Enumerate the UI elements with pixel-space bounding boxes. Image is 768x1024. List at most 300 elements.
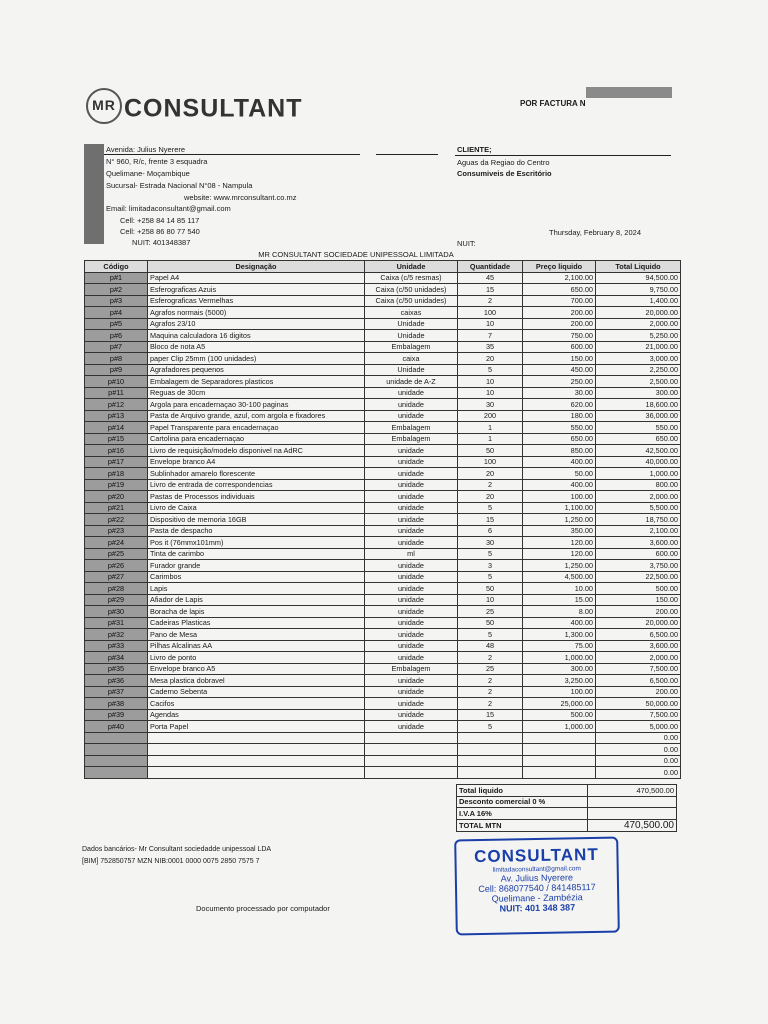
table-row: [85, 502, 681, 514]
cell-code: p#39: [85, 709, 148, 721]
cell-price: 650.00: [523, 284, 596, 296]
cell-price: [523, 755, 596, 767]
cell-unit: unidade de A-Z: [365, 376, 458, 388]
cell-code: p#16: [85, 445, 148, 457]
cell-quantity: 5: [458, 721, 523, 733]
cell-quantity: 50: [458, 583, 523, 595]
divider: [455, 155, 671, 156]
cell-code: p#5: [85, 318, 148, 330]
cell-price: 100.00: [523, 491, 596, 503]
stamp-cell: Cell: 868077540 / 841485117: [478, 881, 596, 895]
cell-designation: Reguas de 30cm: [148, 387, 365, 399]
cell-unit: Embalagem: [365, 341, 458, 353]
stamp-nuit: NUIT: 401 348 387: [499, 902, 576, 914]
discount-value: [588, 796, 677, 808]
cell-code: p#13: [85, 410, 148, 422]
cell-total: 550.00: [596, 422, 681, 434]
items-table: [84, 260, 681, 779]
cell-unit: Embalagem: [365, 422, 458, 434]
cell-designation: Sublinhador amarelo florescente: [148, 468, 365, 480]
grand-total-label: TOTAL MTN: [457, 819, 588, 831]
cell-quantity: 10: [458, 318, 523, 330]
cell-code: p#37: [85, 686, 148, 698]
cell-unit: unidade: [365, 387, 458, 399]
cell-quantity: 35: [458, 341, 523, 353]
client-description: Consumiveis de Escritório: [457, 169, 552, 178]
col-header-total: Total Liquido: [596, 261, 681, 273]
cell-total: 5,500.00: [596, 502, 681, 514]
cell-unit: Unidade: [365, 364, 458, 376]
company-cell-2: Cell: +258 86 80 77 540: [120, 227, 200, 236]
cell-unit: unidade: [365, 640, 458, 652]
cell-total: 7,500.00: [596, 663, 681, 675]
cell-code: p#36: [85, 675, 148, 687]
cell-price: 750.00: [523, 330, 596, 342]
cell-code: p#34: [85, 652, 148, 664]
cell-code: p#20: [85, 491, 148, 503]
cell-quantity: 7: [458, 330, 523, 342]
cell-unit: Caixa (c/50 unidades): [365, 284, 458, 296]
company-city: Quelimane- Moçambique: [106, 169, 190, 178]
stamp-address: Av. Julius Nyerere: [500, 872, 574, 884]
cell-price: 250.00: [523, 376, 596, 388]
cell-code: [85, 732, 148, 744]
cell-unit: unidade: [365, 525, 458, 537]
cell-designation: Lapis: [148, 583, 365, 595]
cell-total: 42,500.00: [596, 445, 681, 457]
table-row: [85, 606, 681, 618]
cell-unit: unidade: [365, 399, 458, 411]
cell-unit: unidade: [365, 491, 458, 503]
cell-price: 1,000.00: [523, 652, 596, 664]
cell-unit: [365, 767, 458, 779]
table-row: [85, 698, 681, 710]
cell-quantity: 30: [458, 399, 523, 411]
cell-code: p#3: [85, 295, 148, 307]
table-row: [85, 652, 681, 664]
table-row: [85, 399, 681, 411]
por-factura-label: POR FACTURA N: [520, 99, 586, 108]
total-value: 470,500.00: [588, 785, 677, 797]
cell-unit: unidade: [365, 617, 458, 629]
cell-unit: unidade: [365, 698, 458, 710]
cell-code: p#15: [85, 433, 148, 445]
logo-text: CONSULTANT: [124, 94, 303, 123]
cell-total: 6,500.00: [596, 629, 681, 641]
table-row: [85, 514, 681, 526]
cell-code: p#29: [85, 594, 148, 606]
cell-code: p#38: [85, 698, 148, 710]
footer-note: Documento processado por computador: [196, 904, 330, 913]
cell-total: 20,000.00: [596, 307, 681, 319]
cell-price: 30.00: [523, 387, 596, 399]
cell-unit: unidade: [365, 571, 458, 583]
cell-price: 8.00: [523, 606, 596, 618]
cell-total: 18,600.00: [596, 399, 681, 411]
cell-total: 21,000.00: [596, 341, 681, 353]
cell-code: p#25: [85, 548, 148, 560]
cell-code: p#32: [85, 629, 148, 641]
cell-designation: Bloco de nota A5: [148, 341, 365, 353]
cell-unit: [365, 755, 458, 767]
cell-quantity: 5: [458, 629, 523, 641]
table-row: [85, 272, 681, 284]
company-website[interactable]: website: www.mrconsultant.co.mz: [184, 193, 297, 202]
cell-quantity: 1: [458, 433, 523, 445]
cell-designation: Envelope branco A5: [148, 663, 365, 675]
cell-total: 0.00: [596, 744, 681, 756]
cell-price: 600.00: [523, 341, 596, 353]
cell-unit: unidade: [365, 410, 458, 422]
table-row: [85, 548, 681, 560]
col-header-price: Preço liquido: [523, 261, 596, 273]
divider: [104, 154, 360, 155]
grand-total-row: [457, 819, 677, 831]
table-row: [85, 433, 681, 445]
cell-quantity: 3: [458, 560, 523, 572]
table-row: [85, 663, 681, 675]
table-row: [85, 560, 681, 572]
cell-quantity: 25: [458, 663, 523, 675]
divider: [376, 154, 438, 155]
cell-designation: Pos it (76mmx101mm): [148, 537, 365, 549]
cell-quantity: 2: [458, 652, 523, 664]
cell-price: 180.00: [523, 410, 596, 422]
cell-unit: unidade: [365, 514, 458, 526]
cell-unit: unidade: [365, 583, 458, 595]
cell-total: 800.00: [596, 479, 681, 491]
cell-designation: Cacifos: [148, 698, 365, 710]
cell-code: [85, 755, 148, 767]
cell-unit: Unidade: [365, 318, 458, 330]
cell-total: 2,250.00: [596, 364, 681, 376]
cell-total: 0.00: [596, 755, 681, 767]
cell-code: p#17: [85, 456, 148, 468]
cell-designation: Cartolina para encadernaçao: [148, 433, 365, 445]
table-row: [85, 755, 681, 767]
cell-unit: unidade: [365, 721, 458, 733]
cell-price: 15.00: [523, 594, 596, 606]
cell-designation: Tinta de carimbo: [148, 548, 365, 560]
cell-quantity: 50: [458, 617, 523, 629]
cell-designation: Livro de requisição/modelo disponivel na AdRC: [148, 445, 365, 457]
cell-unit: unidade: [365, 629, 458, 641]
cell-code: p#24: [85, 537, 148, 549]
cell-price: 50.00: [523, 468, 596, 480]
cell-price: 300.00: [523, 663, 596, 675]
cell-total: 6,500.00: [596, 675, 681, 687]
cell-quantity: 200: [458, 410, 523, 422]
cell-total: 1,000.00: [596, 468, 681, 480]
cell-price: 1,000.00: [523, 721, 596, 733]
cell-designation: Esferograficas Azuis: [148, 284, 365, 296]
stamp-title: CONSULTANT: [474, 844, 599, 867]
cell-total: 150.00: [596, 594, 681, 606]
client-name: Aguas da Regiao do Centro: [457, 158, 550, 167]
table-row: [85, 617, 681, 629]
cell-quantity: [458, 732, 523, 744]
cell-designation: Pano de Mesa: [148, 629, 365, 641]
company-nuit: NUIT: 401348387: [132, 238, 191, 247]
cell-unit: unidade: [365, 560, 458, 572]
cell-designation: Esferograficas Vermelhas: [148, 295, 365, 307]
table-row: [85, 629, 681, 641]
table-row: [85, 640, 681, 652]
cell-code: p#33: [85, 640, 148, 652]
cell-quantity: 6: [458, 525, 523, 537]
cell-price: 75.00: [523, 640, 596, 652]
cell-unit: [365, 744, 458, 756]
cell-quantity: 2: [458, 686, 523, 698]
cell-total: 94,500.00: [596, 272, 681, 284]
cell-total: 50,000.00: [596, 698, 681, 710]
cell-code: p#21: [85, 502, 148, 514]
bank-details-line-1: Dados bancários- Mr Consultant sociedadde unipessoal LDA: [82, 846, 272, 853]
table-row: [85, 537, 681, 549]
cell-total: 200.00: [596, 686, 681, 698]
col-header-unit: Unidade: [365, 261, 458, 273]
cell-unit: unidade: [365, 675, 458, 687]
cell-designation: [148, 767, 365, 779]
cell-price: 200.00: [523, 318, 596, 330]
cell-quantity: 2: [458, 675, 523, 687]
cell-code: [85, 767, 148, 779]
cell-price: 550.00: [523, 422, 596, 434]
table-row: [85, 525, 681, 537]
table-row: [85, 468, 681, 480]
cell-total: 9,750.00: [596, 284, 681, 296]
cell-quantity: 10: [458, 594, 523, 606]
cell-designation: Livro de Caixa: [148, 502, 365, 514]
table-row: [85, 675, 681, 687]
cell-code: p#35: [85, 663, 148, 675]
cell-unit: unidade: [365, 594, 458, 606]
cell-total: 500.00: [596, 583, 681, 595]
cell-price: 450.00: [523, 364, 596, 376]
cell-quantity: [458, 767, 523, 779]
table-row: [85, 295, 681, 307]
grand-total-value: 470,500.00: [588, 819, 677, 831]
iva-row: [457, 808, 677, 820]
cell-code: p#4: [85, 307, 148, 319]
header-side-bar: [84, 144, 104, 244]
cell-quantity: 48: [458, 640, 523, 652]
cell-quantity: 5: [458, 548, 523, 560]
company-stamp: [454, 837, 620, 936]
invoice-date: Thursday, February 8, 2024: [549, 228, 641, 237]
total-liquido-row: [457, 785, 677, 797]
cell-designation: Carimbos: [148, 571, 365, 583]
cell-quantity: 15: [458, 514, 523, 526]
cell-quantity: 15: [458, 709, 523, 721]
cell-unit: Embalagem: [365, 663, 458, 675]
cell-quantity: 20: [458, 468, 523, 480]
cell-code: p#22: [85, 514, 148, 526]
cell-total: 0.00: [596, 767, 681, 779]
cell-unit: unidade: [365, 456, 458, 468]
company-logo: [86, 92, 303, 128]
table-row: [85, 686, 681, 698]
cell-quantity: 50: [458, 445, 523, 457]
cell-price: 150.00: [523, 353, 596, 365]
cell-total: 0.00: [596, 732, 681, 744]
cell-total: 2,500.00: [596, 376, 681, 388]
cell-code: p#18: [85, 468, 148, 480]
cell-unit: caixa: [365, 353, 458, 365]
cell-designation: Papel Transparente para encadernaçao: [148, 422, 365, 434]
cell-designation: Livro de entrada de correspondencias: [148, 479, 365, 491]
cell-designation: Pastas de Processos individuais: [148, 491, 365, 503]
cell-total: 5,000.00: [596, 721, 681, 733]
company-cell-1: Cell: +258 84 14 85 117: [120, 216, 200, 225]
stamp-city: Quelimane - Zambézia: [491, 892, 583, 904]
cell-price: 100.00: [523, 686, 596, 698]
table-row: [85, 341, 681, 353]
cell-code: p#30: [85, 606, 148, 618]
cell-code: p#31: [85, 617, 148, 629]
col-header-quantity: Quantidade: [458, 261, 523, 273]
cell-total: 20,000.00: [596, 617, 681, 629]
company-branch: Sucursal- Estrada Nacional N°08 - Nampula: [106, 181, 253, 190]
cell-quantity: 10: [458, 387, 523, 399]
cell-unit: caixas: [365, 307, 458, 319]
cell-designation: Pasta de Arquivo grande, azul, com argola e fixadores: [148, 410, 365, 422]
table-row: [85, 422, 681, 434]
cell-total: 3,000.00: [596, 353, 681, 365]
cell-total: 7,500.00: [596, 709, 681, 721]
cell-price: 1,250.00: [523, 560, 596, 572]
cell-code: p#11: [85, 387, 148, 399]
table-row: [85, 491, 681, 503]
cell-code: p#1: [85, 272, 148, 284]
cell-price: 4,500.00: [523, 571, 596, 583]
cell-quantity: 30: [458, 537, 523, 549]
cell-price: 350.00: [523, 525, 596, 537]
cell-quantity: [458, 755, 523, 767]
iva-value: [588, 808, 677, 820]
iva-label: I.V.A 16%: [457, 808, 588, 820]
cell-designation: Cadeiras Plasticas: [148, 617, 365, 629]
cell-unit: Unidade: [365, 330, 458, 342]
cell-designation: Dispositivo de memoria 16GB: [148, 514, 365, 526]
cell-total: 18,750.00: [596, 514, 681, 526]
cell-total: 3,750.00: [596, 560, 681, 572]
cell-designation: paper Clip 25mm (100 unidades): [148, 353, 365, 365]
cell-designation: Pasta de despacho: [148, 525, 365, 537]
cell-designation: Agrafos 23/10: [148, 318, 365, 330]
table-row: [85, 353, 681, 365]
col-header-code: Código: [85, 261, 148, 273]
client-label: CLIENTE;: [457, 145, 492, 154]
cell-code: p#2: [85, 284, 148, 296]
cell-designation: Agrafadores pequenos: [148, 364, 365, 376]
discount-row: [457, 796, 677, 808]
cell-designation: Afiador de Lapis: [148, 594, 365, 606]
cell-designation: Furador grande: [148, 560, 365, 572]
cell-designation: Agendas: [148, 709, 365, 721]
cell-price: 400.00: [523, 617, 596, 629]
cell-quantity: 2: [458, 479, 523, 491]
table-row: [85, 456, 681, 468]
cell-code: p#27: [85, 571, 148, 583]
table-header-row: [85, 261, 681, 273]
cell-designation: Boracha de lapis: [148, 606, 365, 618]
cell-unit: Caixa (c/50 unidades): [365, 295, 458, 307]
cell-unit: unidade: [365, 468, 458, 480]
cell-designation: Porta Papel: [148, 721, 365, 733]
company-number: N° 960, R/c, frente 3 esquadra: [106, 157, 208, 166]
cell-designation: Livro de ponto: [148, 652, 365, 664]
cell-code: p#40: [85, 721, 148, 733]
table-row: [85, 387, 681, 399]
cell-price: 1,250.00: [523, 514, 596, 526]
cell-total: 2,100.00: [596, 525, 681, 537]
cell-unit: unidade: [365, 445, 458, 457]
cell-quantity: 1: [458, 422, 523, 434]
table-row: [85, 307, 681, 319]
table-row: [85, 744, 681, 756]
cell-unit: unidade: [365, 479, 458, 491]
cell-code: p#23: [85, 525, 148, 537]
cell-total: 1,400.00: [596, 295, 681, 307]
cell-price: 10.00: [523, 583, 596, 595]
cell-unit: Embalagem: [365, 433, 458, 445]
cell-code: p#10: [85, 376, 148, 388]
cell-designation: [148, 755, 365, 767]
table-row: [85, 583, 681, 595]
cell-price: 400.00: [523, 479, 596, 491]
cell-price: 850.00: [523, 445, 596, 457]
cell-code: p#19: [85, 479, 148, 491]
cell-total: 200.00: [596, 606, 681, 618]
cell-price: 500.00: [523, 709, 596, 721]
table-row: [85, 721, 681, 733]
total-label: Total liquido: [457, 785, 588, 797]
cell-quantity: 20: [458, 353, 523, 365]
cell-designation: [148, 744, 365, 756]
cell-designation: Mesa plastica dobravel: [148, 675, 365, 687]
cell-price: 620.00: [523, 399, 596, 411]
cell-total: 5,250.00: [596, 330, 681, 342]
cell-unit: unidade: [365, 652, 458, 664]
cell-total: 3,600.00: [596, 640, 681, 652]
cell-unit: unidade: [365, 606, 458, 618]
client-nuit-label: NUIT:: [457, 239, 476, 248]
cell-price: 3,250.00: [523, 675, 596, 687]
table-row: [85, 732, 681, 744]
cell-quantity: 45: [458, 272, 523, 284]
table-row: [85, 318, 681, 330]
cell-price: 400.00: [523, 456, 596, 468]
cell-designation: Embalagem de Separadores plasticos: [148, 376, 365, 388]
company-email[interactable]: Email: limitadaconsultant@gmail.com: [106, 204, 231, 213]
cell-designation: Envelope branco A4: [148, 456, 365, 468]
cell-price: 650.00: [523, 433, 596, 445]
cell-quantity: 5: [458, 364, 523, 376]
cell-total: 300.00: [596, 387, 681, 399]
cell-designation: Papel A4: [148, 272, 365, 284]
cell-price: 1,300.00: [523, 629, 596, 641]
cell-quantity: 100: [458, 456, 523, 468]
cell-code: p#28: [85, 583, 148, 595]
cell-unit: ml: [365, 548, 458, 560]
table-row: [85, 330, 681, 342]
col-header-designation: Designação: [148, 261, 365, 273]
redacted-invoice-number: [586, 87, 672, 98]
cell-total: 3,600.00: [596, 537, 681, 549]
cell-quantity: 20: [458, 491, 523, 503]
cell-code: p#6: [85, 330, 148, 342]
